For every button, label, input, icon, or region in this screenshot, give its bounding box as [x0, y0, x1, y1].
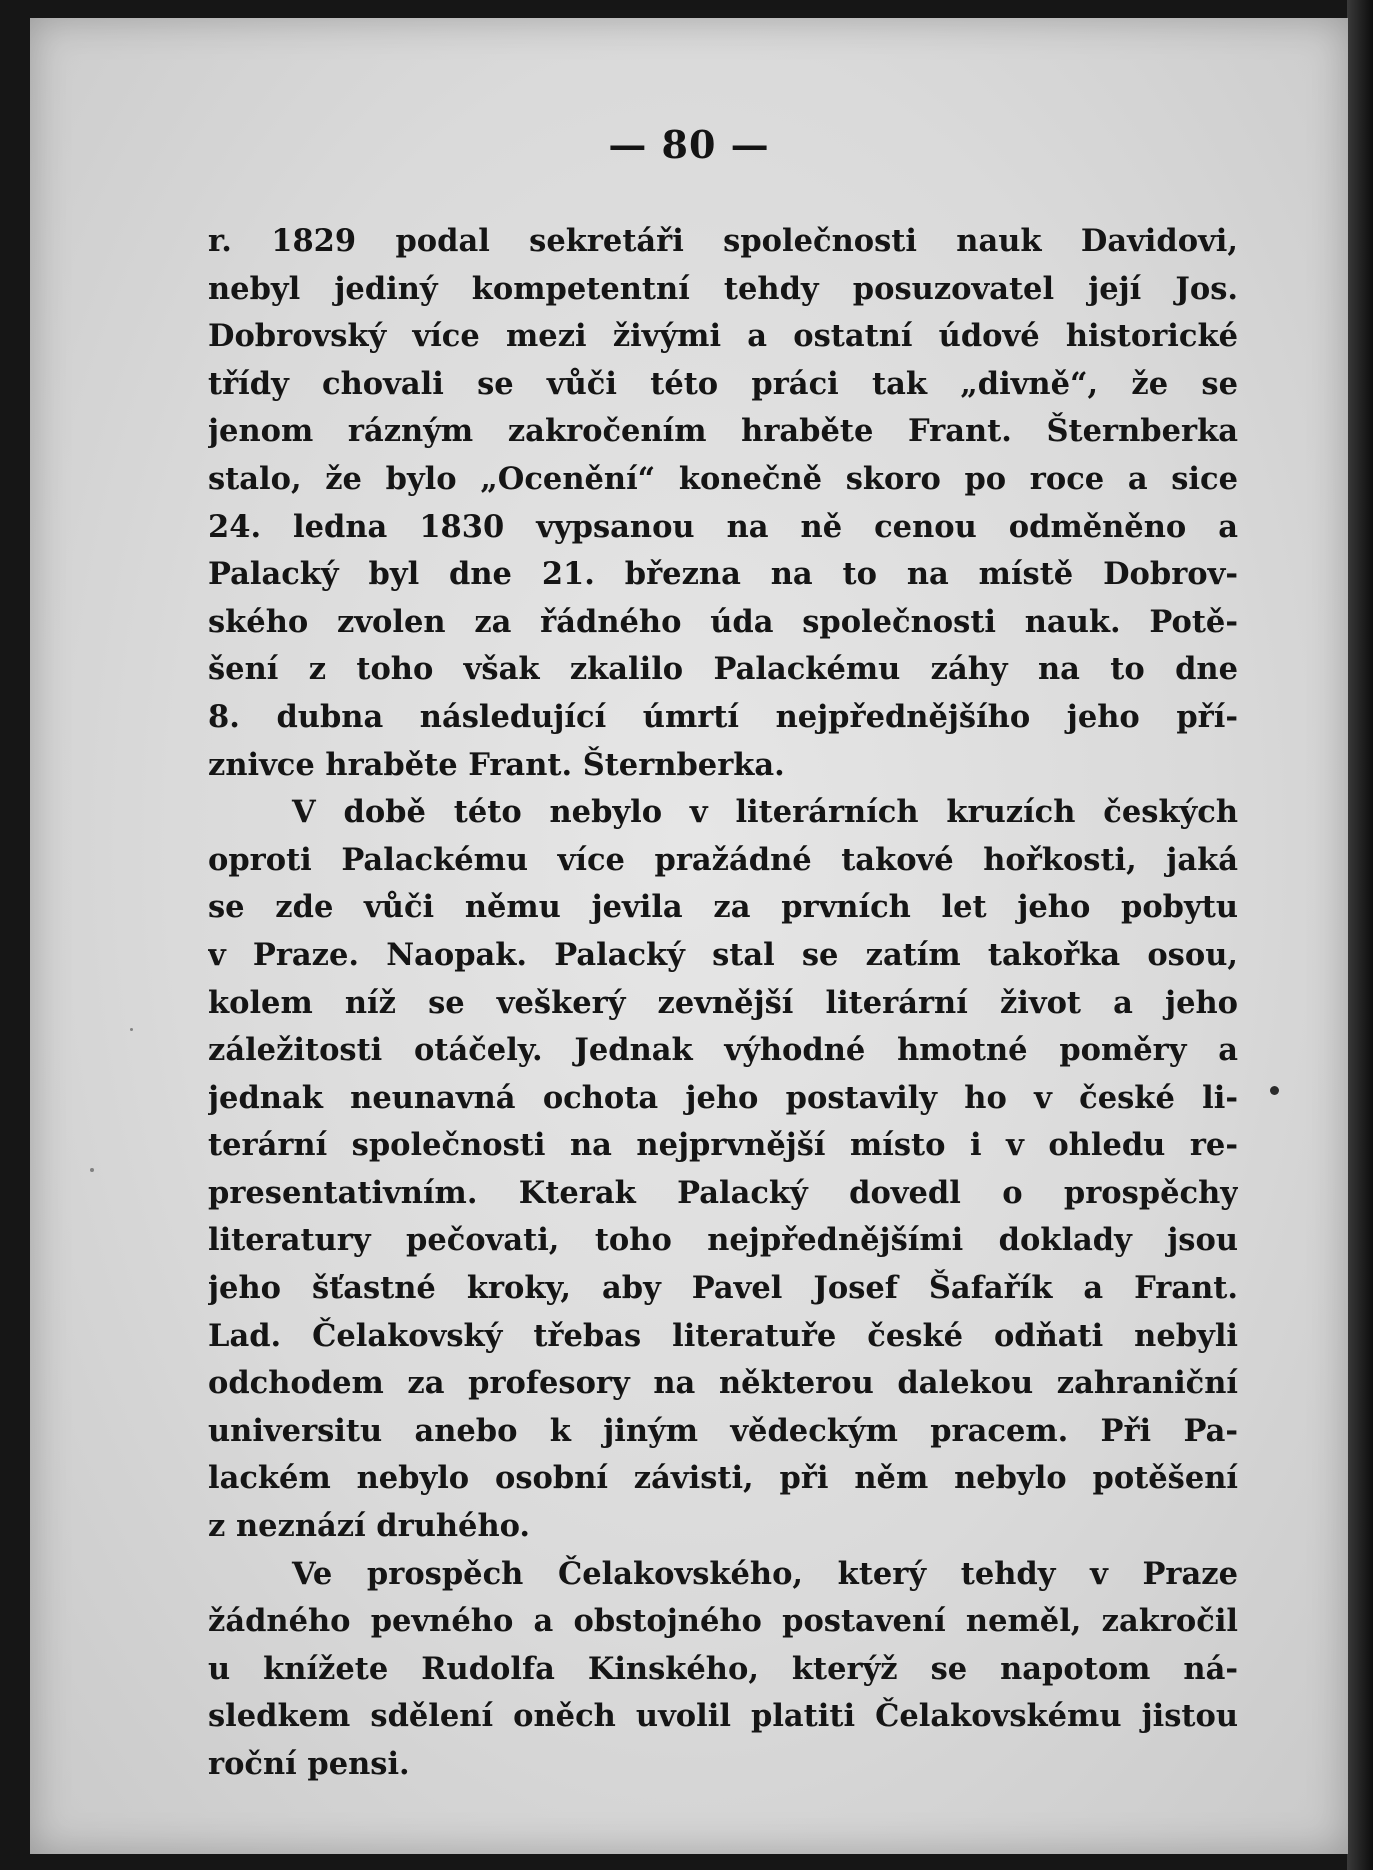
text-line: záležitosti otáčely. Jednak výhodné hmotné poměry a	[208, 1032, 1238, 1069]
text-line: universitu anebo k jiným vědeckým pracem. Při Pa-	[208, 1412, 1238, 1449]
text-line: se zde vůči němu jevila za prvních let jeho pobytu	[208, 889, 1238, 926]
text-line: ského zvolen za řádného úda společnosti nauk. Potě-	[208, 603, 1238, 640]
text-line: lackém nebylo osobní závisti, při něm nebylo potěšení	[208, 1460, 1238, 1497]
text-line: z neznází druhého.	[208, 1508, 531, 1545]
text-line: roční pensi.	[208, 1746, 410, 1782]
page-number: — 80 —	[608, 122, 770, 167]
text-line: terární společnosti na nejprvnější místo i v ohledu re-	[208, 1127, 1238, 1164]
text-line: 24. ledna 1830 vypsanou na ně cenou odměněno a	[208, 508, 1238, 545]
text-line: znivce hraběte Frant. Šternberka.	[208, 746, 785, 783]
text-line: nebyl jediný kompetentní tehdy posuzovatel její Jos.	[208, 270, 1238, 307]
text-line: u knížete Rudolfa Kinského, kterýž se napotom ná-	[208, 1650, 1238, 1687]
scan-speck	[130, 1028, 133, 1031]
text-line: presentativním. Kterak Palacký dovedl o prospěchy	[208, 1174, 1238, 1211]
text-line: v Praze. Naopak. Palacký stal se zatím takořka osou,	[208, 936, 1238, 973]
text-line: jenom rázným zakročením hraběte Frant. Šternberka	[208, 413, 1238, 450]
text-line: žádného pevného a obstojného postavení neměl, zakročil	[208, 1603, 1238, 1640]
text-line: V době této nebylo v literárních kruzích českých	[292, 794, 1238, 831]
text-line: třídy chovali se vůči této práci tak „divně“, že se	[208, 365, 1238, 402]
text-line: odchodem za profesory na některou dalekou zahraniční	[208, 1365, 1238, 1402]
text-line: Palacký byl dne 21. března na to na místě Dobrov-	[208, 556, 1238, 593]
binding-shadow	[1347, 0, 1373, 1870]
text-line: Ve prospěch Čelakovského, který tehdy v Praze	[292, 1555, 1238, 1592]
scan-speck	[90, 1168, 94, 1172]
text-line: r. 1829 podal sekretáři společnosti nauk Davidovi,	[208, 223, 1238, 259]
text-line: jednak neunavná ochota jeho postavily ho v české li-	[208, 1079, 1238, 1116]
text-line: literatury pečovati, toho nejpřednějšími doklady jsou	[208, 1222, 1238, 1259]
text-line: 8. dubna následující úmrtí nejpřednějšího jeho pří-	[208, 698, 1238, 735]
body-text	[208, 218, 1238, 1789]
text-line: šení z toho však zkalilo Palackému záhy na to dne	[208, 651, 1238, 688]
text-line: oproti Palackému více pražádné takové hořkosti, jaká	[208, 841, 1238, 878]
text-line: Dobrovský více mezi živými a ostatní údové historické	[208, 318, 1238, 355]
scan-speck	[1270, 1086, 1279, 1095]
text-line: kolem níž se veškerý zevnější literární život a jeho	[208, 984, 1238, 1021]
text-line: Lad. Čelakovský třebas literatuře české odňati nebyli	[208, 1317, 1238, 1354]
book-page	[30, 18, 1348, 1854]
text-line: stalo, že bylo „Ocenění“ konečně skoro po roce a sice	[208, 460, 1238, 497]
text-line: sledkem sdělení oněch uvolil platiti Čelakovskému jistou	[208, 1698, 1238, 1735]
text-line: jeho šťastné kroky, aby Pavel Josef Šafařík a Frant.	[208, 1270, 1238, 1307]
